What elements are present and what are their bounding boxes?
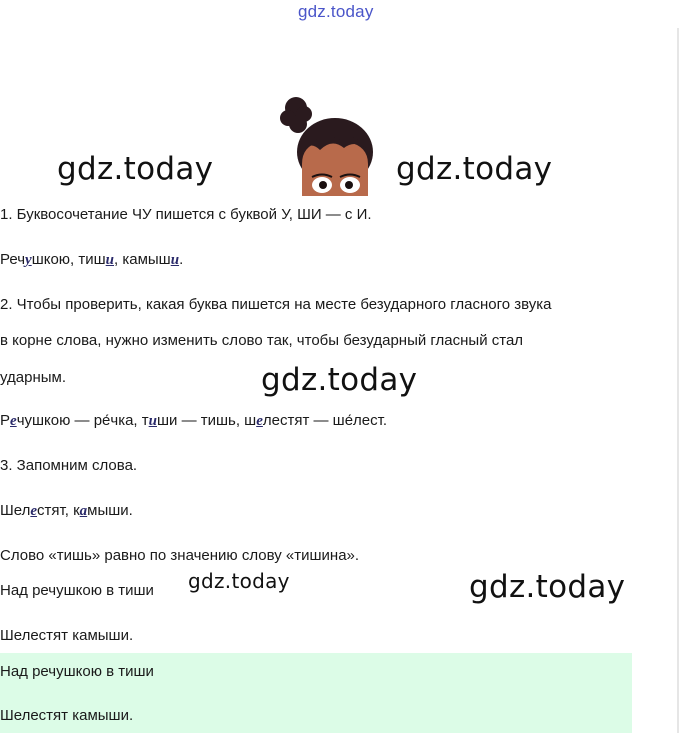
scrollbar-track[interactable] <box>677 28 679 733</box>
rule-2-line-2: в корне слова, нужно изменить слово так, чтобы безударный гласный стал <box>0 332 524 349</box>
poem-line-2: Шелестят камыши. <box>0 627 134 644</box>
answer-line-1: Над речушкою в тиши <box>0 663 154 680</box>
mascot-avatar <box>268 90 398 196</box>
rule-1: 1. Буквосочетание ЧУ пишется с буквой У, ШИ — с И. <box>0 206 372 223</box>
text-fragment: шкою, тиш <box>31 251 106 268</box>
watermark: gdz.today <box>188 569 290 593</box>
marked-letter: и <box>148 413 157 429</box>
marked-letter: е <box>30 503 38 519</box>
rule-2-line-3: ударным. <box>0 369 66 386</box>
rule-3: 3. Запомним слова. <box>0 457 138 474</box>
watermark: gdz.today <box>469 569 626 605</box>
text-fragment: лестят — ше́лест. <box>262 412 388 429</box>
text-fragment: Реч <box>0 251 26 268</box>
marked-letter: а <box>79 503 88 519</box>
site-link[interactable]: gdz.today <box>298 2 374 21</box>
marked-letter: и <box>170 252 180 268</box>
text-fragment: . <box>179 251 184 268</box>
marked-letter: е <box>256 413 263 429</box>
answer-box <box>0 653 632 733</box>
watermark: gdz.today <box>57 151 214 187</box>
marked-letter: у <box>25 252 32 268</box>
text-fragment: чушкою — ре́чка, т <box>16 412 149 429</box>
answer-line-2: Шелестят камыши. <box>0 707 134 724</box>
rule-2-line-1: 2. Чтобы проверить, какая буква пишется на месте безударного гласного звука <box>0 296 552 313</box>
text-fragment: стят, к <box>37 502 80 519</box>
text-fragment: Шел <box>0 502 31 519</box>
example-2 <box>0 411 387 431</box>
text-fragment: Р <box>0 412 11 429</box>
note: Слово «тишь» равно по значению слову «тишина». <box>0 547 360 564</box>
example-3 <box>0 501 133 521</box>
example-1 <box>0 250 183 270</box>
text-fragment: ши — тишь, ш <box>156 412 257 429</box>
text-fragment: , камыш <box>114 251 171 268</box>
marked-letter: и <box>105 252 115 268</box>
poem-line-1: Над речушкою в тиши <box>0 582 154 599</box>
watermark: gdz.today <box>261 362 418 398</box>
marked-letter: е <box>10 413 17 429</box>
text-fragment: мыши. <box>87 502 133 519</box>
watermark: gdz.today <box>396 151 553 187</box>
